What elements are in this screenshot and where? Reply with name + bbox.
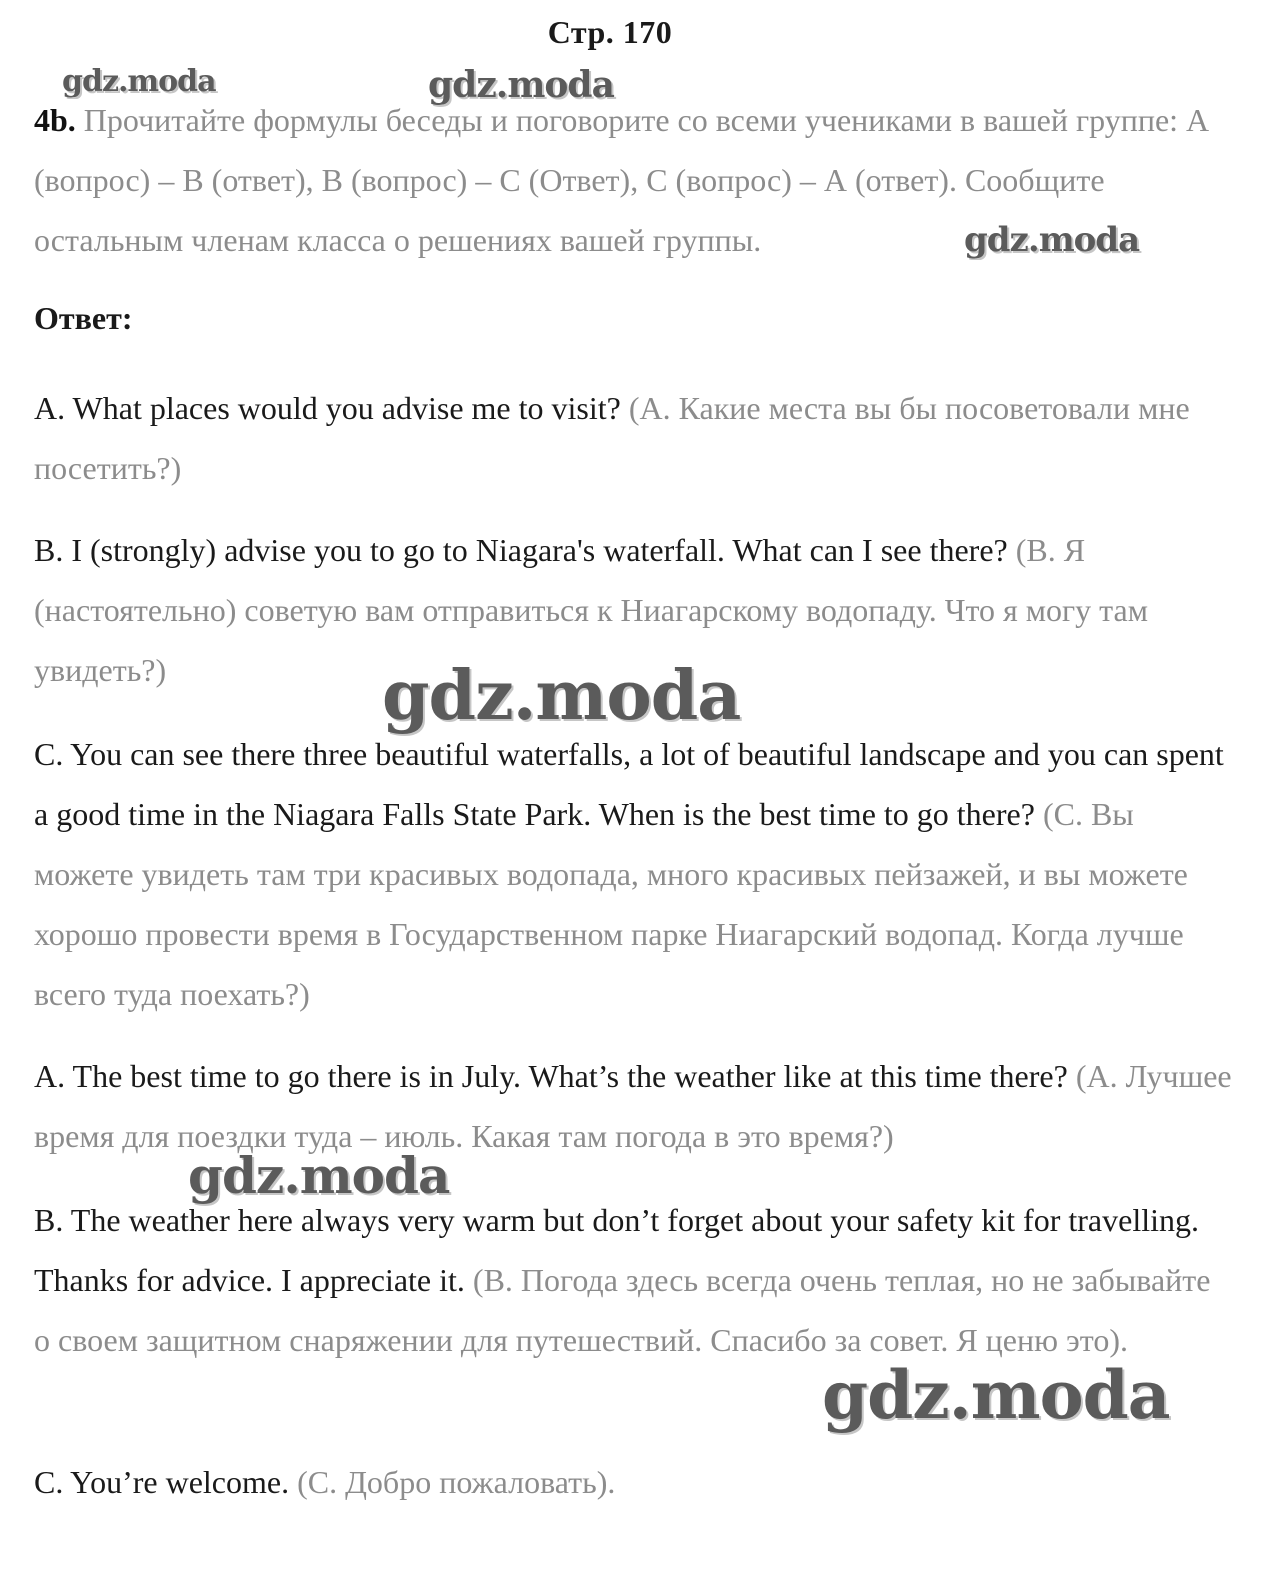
watermark: gdz.moda [382, 656, 741, 736]
dialogue-english: B. The weather here always very warm but don’t forget about your safety kit for travelling. Thanks for advice. I appreciate it. [34, 1202, 1199, 1298]
dialogue-russian: (А. Какие места вы бы посоветовали мне посетить?) [34, 390, 1190, 486]
watermark: gdz.moda [964, 220, 1140, 260]
dialogue-english: A. The best time to go there is in July. What’s the weather like at this time there? [34, 1058, 1068, 1094]
dialogue-english: B. I (strongly) advise you to go to Niagara's waterfall. What can I see there? [34, 532, 1008, 568]
watermark: gdz.moda [188, 1146, 450, 1205]
dialogue-english: A. What places would you advise me to visit? [34, 390, 621, 426]
dialogue-line [34, 378, 1234, 498]
dialogue-russian: (В. Погода здесь всегда очень теплая, но не забывайте о своем защитном снаряжении для путешествий. Спасибо за совет. Я ценю это). [34, 1262, 1211, 1358]
dialogue-line [34, 1190, 1234, 1370]
dialogue-russian: (В. Я (настоятельно) советую вам отправиться к Ниагарскому водопаду. Что я могу там увидеть?) [34, 532, 1148, 688]
dialogue-english: C. You can see there three beautiful waterfalls, a lot of beautiful landscape and you can spent a good time in the Niagara Falls State Park. When is the best time to go there? [34, 736, 1224, 832]
page-title: Стр. 170 [547, 14, 673, 50]
dialogue-line [34, 724, 1234, 1024]
dialogue-russian: (А. Лучшее время для поездки туда – июль. Какая там погода в это время?) [34, 1058, 1232, 1154]
dialogue-line [34, 1452, 1234, 1512]
watermark: gdz.moda [822, 1356, 1170, 1434]
task-number: 4b. [34, 102, 76, 138]
dialogue-russian: (С. Добро пожаловать). [297, 1464, 616, 1500]
watermark: gdz.moda [62, 64, 216, 99]
watermark: gdz.moda [428, 64, 614, 106]
answer-heading: Ответ: [34, 300, 133, 336]
task-text: Прочитайте формулы беседы и поговорите со всеми учениками в вашей группе: А (вопрос) – В (ответ), В (вопрос) – С (Ответ), С (вопрос) – А (ответ). Сообщите остальным членам класса о решениях вашей группы. [34, 102, 1210, 258]
dialogue-russian: (С. Вы можете увидеть там три красивых водопада, много красивых пейзажей, и вы можете хорошо провести время в Государственном парке Ниагарский водопад. Когда лучше всего туда поехать?) [34, 796, 1188, 1012]
dialogue-english: C. You’re welcome. [34, 1464, 290, 1500]
